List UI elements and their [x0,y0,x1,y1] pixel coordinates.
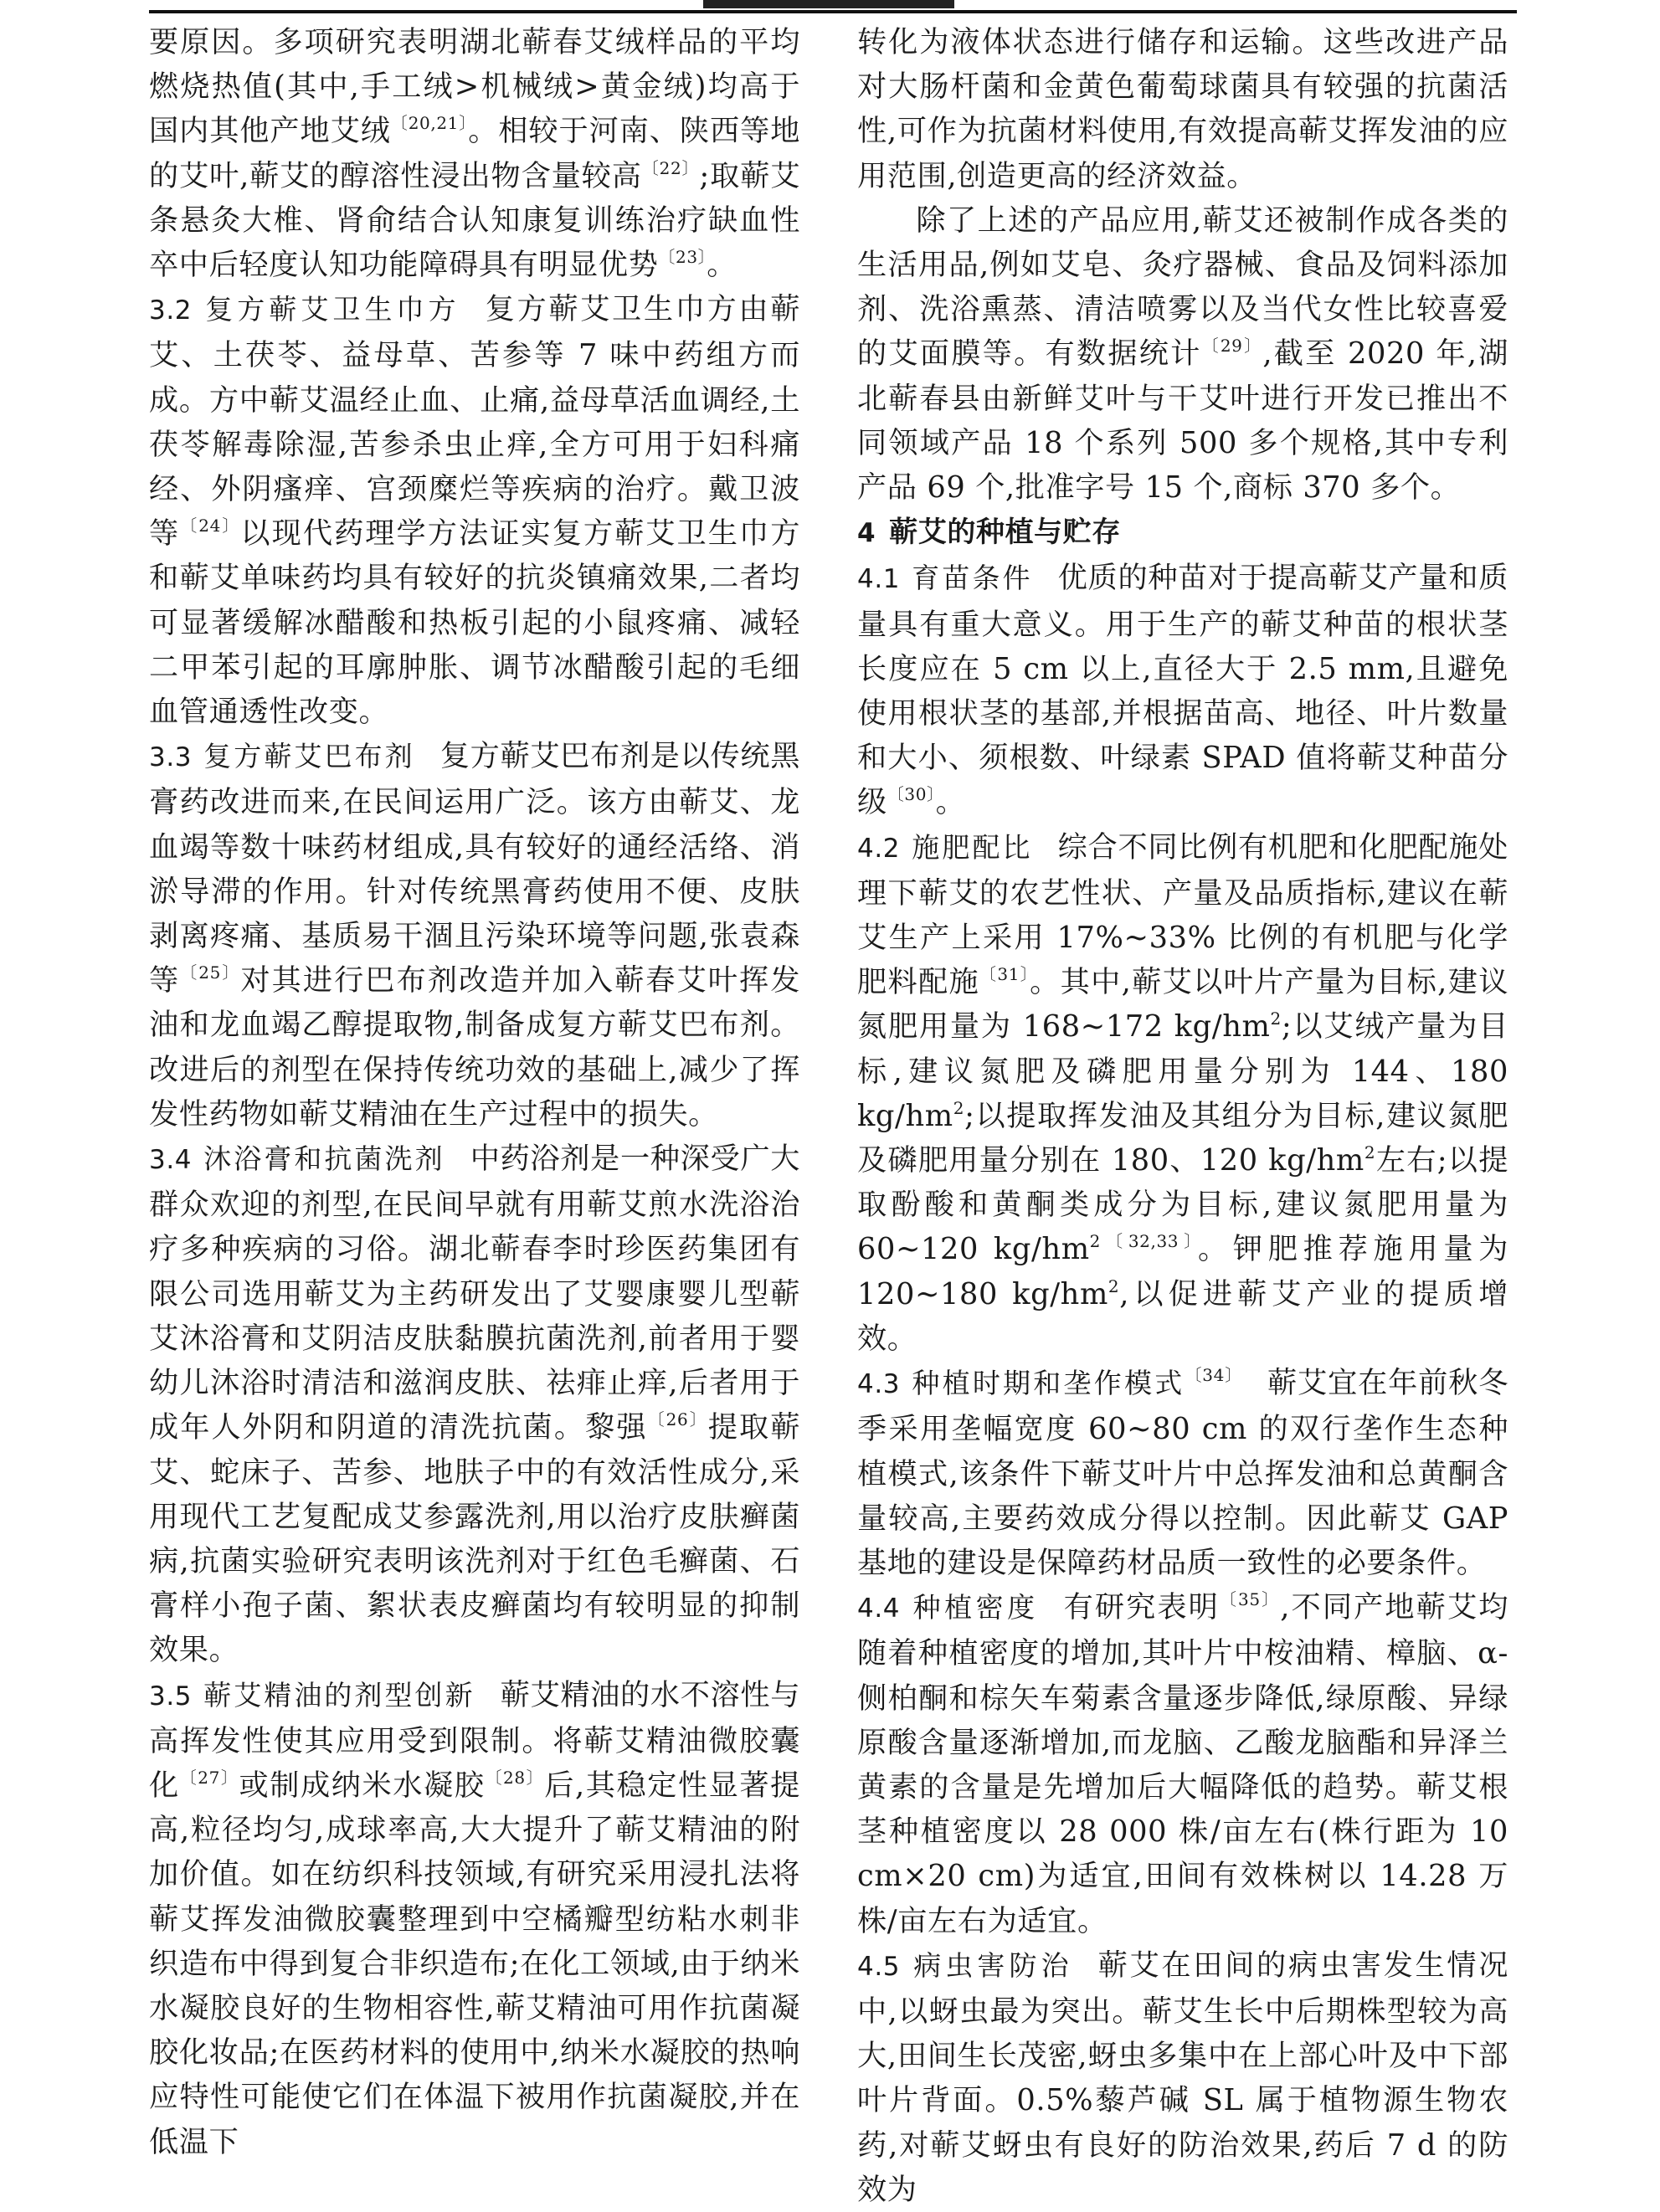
citation: 〔26〕 [647,1409,708,1430]
section-title: 蕲艾的种植与贮存 [889,516,1121,550]
section-number: 3.5 [149,1681,193,1712]
section-4-4: 4.4 种植密度 有研究表明$^{〔35〕}$,不同产地蕲艾均随着种植密度的增加,其叶片中桉油精、樟脑、α-侧柏酮和棕矢车菊素含量逐步降低,绿原酸、异绿原酸含量逐渐增加,而龙脑、乙酸龙脑酯和异泽兰黄素的含量是先增加后大幅降低的趋势。蕲艾根茎种植密度以 28 000 株/亩左右(株行距为 10 cm×20 cm)为适宜,田间有效株树以 14.28 万株/亩左右为适宜。 [857,1589,1509,1938]
header-band [703,0,954,8]
section-number: 4.4 [857,1594,901,1624]
section-4-5: 4.5 病虫害防治 蕲艾在田间的病虫害发生情况中,以蚜虫最为突出。蕲艾生长中后期株型较为高大,田间生长茂密,蚜虫多集中在上部心叶及中下部叶片背面。0.5%藜芦碱 SL 属于植物源生物农药,对蕲艾蚜虫有良好的防治效果,药后 7 d 的防效为 [857,1948,1508,2207]
section-3-3: 3.3 复方蕲艾巴布剂 复方蕲艾巴布剂是以传统黑膏药改进而来,在民间运用广泛。该方由蕲艾、龙血竭等数十味药材组成,具有较好的通经活络、消淤导滞的作用。针对传统黑膏药使用不便、皮肤剥离疼痛、基质易干涸且污染环境等问题,张袁森等$^{〔25〕}$对其进行巴布剂改造并加入蕲春艾叶挥发油和龙血竭乙醇提取物,制备成复方蕲艾巴布剂。改进后的剂型在保持传统功效的基础上,减少了挥发性药物如蕲艾精油在生产过程中的损失。 [149,739,801,1132]
section-title: 施肥配比 [912,830,1033,864]
section-number: 3.2 [149,295,193,326]
section-4-3: 4.3 种植时期和垄作模式$^{〔34〕}$ 蕲艾宜在年前秋冬季采用垄幅宽度 60~80 cm 的双行垄作生态种植模式,该条件下蕲艾叶片中总挥发油和总黄酮含量较高,主要药效成分得以控制。因此蕲艾 GAP 基地的建设是保障药材品质一致性的必要条件。 [857,1365,1508,1580]
section-4-2: 4.2 施肥配比 综合不同比例有机肥和化肥配施处理下蕲艾的农艺性状、产量及品质指标,建议在蕲艾生产上采用 17%~33% 比例的有机肥与化学肥料配施$^{〔31〕}$。其中,蕲艾以叶片产量为目标,建议氮肥用量为 168~172 $kg/hm^2$;以艾绒产量为目标,建议氮肥及磷肥用量分别为 144、180 $kg/hm^2$;以提取挥发油及其组分为目标,建议氮肥及磷肥用量分别在 180、120 $kg/hm^2$左右;以提取酚酸和黄酮类成分为目标,建议氮肥用量为 60~120 $kg/hm^{2〔32,33〕}$。钾肥推荐施用量为 120~180 $kg/hm^2$,以促进蕲艾产业的提质增效。 [857,829,1509,1356]
citation: 〔34〕 [1185,1365,1243,1386]
left-column [149,20,800,2164]
citation: 〔24〕 [180,516,241,536]
citation: 〔29〕 [1201,336,1263,357]
section-3-2: 3.2 复方蕲艾卫生巾方 复方蕲艾卫生巾方由蕲艾、土茯苓、益母草、苦参等 7 味中药组方而成。方中蕲艾温经止血、止痛,益母草活血调经,土茯苓解毒除湿,苦参杀虫止痒,全方可用于妇科痛经、外阴瘙痒、宫颈糜烂等疾病的治疗。戴卫波等$^{〔24〕}$以现代药理学方法证实复方蕲艾卫生巾方和蕲艾单味药均具有较好的抗炎镇痛效果,二者均可显著缓解冰醋酸和热板引起的小鼠疼痛、减轻二甲苯引起的耳廓肿胀、调节冰醋酸引起的毛细血管通透性改变。 [149,292,801,730]
paragraph-products: 除了上述的产品应用,蕲艾还被制作成各类的生活用品,例如艾皂、灸疗器械、食品及饲料添加剂、洗浴熏蒸、清洁喷雾以及当代女性比较喜爱的艾面膜等。有数据统计$^{〔29〕}$,截至 2020 年,湖北蕲春县由新鲜艾叶与干艾叶进行开发已推出不同领域产品 18 个系列 500 多个规格,其中专利产品 69 个,批准字号 15 个,商标 370 多个。 [857,203,1508,506]
citation: 〔28〕 [485,1767,545,1788]
section-number: 4.3 [857,1369,901,1400]
section-title: 复方蕲艾卫生巾方 [203,293,460,326]
citation: 〔35〕 [1219,1589,1281,1610]
section-3-5: 3.5 蕲艾精油的剂型创新 蕲艾精油的水不溶性与高挥发性使其应用受到限制。将蕲艾精油微胶囊化$^{〔27〕}$或制成纳米水凝胶$^{〔28〕}$后,其稳定性显著提高,粒径均匀,成球率高,大大提升了蕲艾精油的附加价值。如在纺织科技领域,有研究采用浸扎法将蕲艾挥发油微胶囊整理到中空橘瓣型纺粘水刺非织造布中得到复合非织造布;在化工领域,由于纳米水凝胶良好的生物相容性,蕲艾精油可用作抗菌凝胶化妆品;在医药材料的使用中,纳米水凝胶的热响应特性可能使它们在体温下被用作抗菌凝胶,并在低温下 [149,1677,801,2159]
section-title: 沐浴膏和抗菌洗剂 [203,1142,445,1176]
citation: 〔25〕 [180,962,241,983]
citation: 〔20,21〕 [390,113,469,134]
right-column [857,20,1508,2212]
section-number: 4.5 [857,1951,901,1982]
section-title: 种植时期和垄作模式 [912,1367,1185,1400]
section-4-heading [857,510,1508,556]
citation: 〔27〕 [179,1767,239,1788]
citation: 〔22〕 [641,157,700,178]
paragraph-intro: 要原因。多项研究表明湖北蕲春艾绒样品的平均燃烧热值(其中,手工绒>机械绒>黄金绒)均高于国内其他产地艾绒$^{〔20,21〕}$。相较于河南、陕西等地的艾叶,蕲艾的醇溶性浸出物含量较高$^{〔22〕}$;取蕲艾条悬灸大椎、肾俞结合认知康复训练治疗缺血性卒中后轻度认知功能障碍具有明显优势$^{〔23〕}$。 [149,25,800,283]
section-4-1: 4.1 育苗条件 优质的种苗对于提高蕲艾产量和质量具有重大意义。用于生产的蕲艾种苗的根状茎长度应在 5 cm 以上,直径大于 2.5 mm,且避免使用根状茎的基部,并根据苗高、地径、叶片数量和大小、须根数、叶绿素 SPAD 值将蕲艾种苗分级$^{〔30〕}$。 [857,561,1508,820]
section-title: 种植密度 [912,1591,1039,1624]
section-title: 病虫害防治 [912,1948,1073,1982]
section-number: 4.1 [857,564,901,595]
unit-exponent-citation: 2〔32,33〕 [1089,1231,1198,1252]
section-3-4: 3.4 沐浴膏和抗菌洗剂 中药浴剂是一种深受广大群众欢迎的剂型,在民间早就有用蕲艾煎水洗浴治疗多种疾病的习俗。湖北蕲春李时珍医药集团有限公司选用蕲艾为主药研发出了艾婴康婴儿型蕲艾沐浴膏和艾阴洁皮肤黏膜抗菌洗剂,前者用于婴幼儿沐浴时清洁和滋润皮肤、祛痱止痒,后者用于成年人外阴和阴道的清洗抗菌。黎强$^{〔26〕}$提取蕲艾、蛇床子、苦参、地肤子中的有效活性成分,采用现代工艺复配成艾参露洗剂,用以治疗皮肤癣菌病,抗菌实验研究表明该洗剂对于红色毛癣菌、石膏样小孢子菌、絮状表皮癣菌均有较明显的抑制效果。 [149,1142,800,1668]
unit-exponent: 2 [953,1097,965,1118]
section-title: 蕲艾精油的剂型创新 [203,1678,475,1712]
section-number: 3.4 [149,1145,193,1176]
paragraph-continued: 转化为液体状态进行储存和运输。这些改进产品对大肠杆菌和金黄色葡萄球菌具有较强的抗菌活性,可作为抗菌材料使用,有效提高蕲艾挥发油的应用范围,创造更高的经济效益。 [857,25,1508,193]
unit-exponent: 2 [1364,1142,1376,1163]
section-title: 复方蕲艾巴布剂 [203,740,415,773]
section-number: 3.3 [149,742,193,773]
citation: 〔23〕 [658,247,707,268]
citation: 〔30〕 [887,784,936,805]
unit-exponent: 2 [1270,1008,1282,1029]
unit-exponent: 2 [1108,1275,1120,1296]
section-number: 4.2 [857,833,901,864]
section-number: 4 [857,518,876,549]
header-rule [149,10,1517,13]
section-title: 育苗条件 [912,562,1033,595]
citation: 〔31〕 [979,964,1030,985]
